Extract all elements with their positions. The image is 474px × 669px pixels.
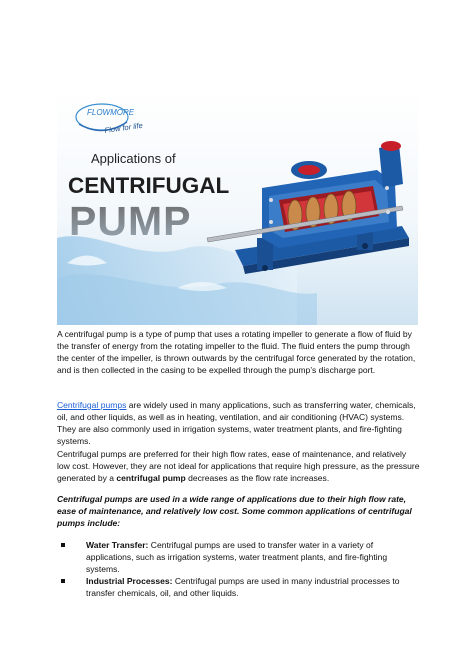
brand-name: FLOWMORE: [87, 108, 135, 117]
hero-banner: [57, 88, 418, 325]
paragraph-preferred-bold: centrifugal pump: [116, 473, 186, 483]
hero-heading-line2: PUMP: [69, 198, 192, 244]
paragraph-preferred: [57, 448, 421, 484]
paragraph-applications-intro: Centrifugal pumps are used in a wide range of applications due to their high flow rate, ease of maintenance, and relatively low cost. Some common applications of centrifugal pumps include:: [57, 494, 412, 528]
paragraph-uses: [57, 399, 421, 447]
centrifugal-pumps-link[interactable]: Centrifugal pumps: [57, 400, 127, 410]
bullet-square-icon: [61, 579, 65, 583]
paragraph-intro: A centrifugal pump is a type of pump that uses a rotating impeller to generate a flow of fluid by the transfer of energy from the rotating impeller to the fluid. The fluid enters the pump through the center of the impeller, is thrown outwards by the centrifugal force generated by the rotation, and is then collected in the casing to be expelled through the pump’s discharge port.: [57, 329, 416, 375]
applications-list: [57, 539, 421, 599]
paragraph-uses-text: are widely used in many applications, such as transferring water, chemicals, oil, and other liquids, as well as in heating, ventilation, and air conditioning (HVAC) systems. They are also commonly used in irrigation systems, water treatment plants, and fire-fighting systems.: [57, 400, 416, 446]
list-item-text: Centrifugal pumps are used to transfer water in a variety of applications, such as irrigation systems, water treatment plants, and fire-fighting systems.: [86, 540, 388, 574]
hero-subtitle: Applications of: [91, 151, 176, 166]
brand-tagline: Flow for life: [104, 120, 144, 135]
paragraph-preferred-end: decreases as the flow rate increases.: [185, 473, 330, 483]
list-item-text: Centrifugal pumps are used in many industrial processes to transfer chemicals, oil, and other liquids.: [86, 576, 400, 598]
list-item: [57, 575, 421, 599]
list-item: [57, 539, 421, 575]
list-item-label: Water Transfer:: [86, 540, 149, 550]
bullet-square-icon: [61, 543, 65, 547]
paragraph-preferred-start: Centrifugal pumps are preferred for their high flow rates, ease of maintenance, and relatively low cost. However, they are not ideal for applications that require high pressure, as the pressure generated by a: [57, 449, 420, 483]
hero-heading-line1: CENTRIFUGAL: [68, 173, 230, 198]
list-item-label: Industrial Processes:: [86, 576, 173, 586]
